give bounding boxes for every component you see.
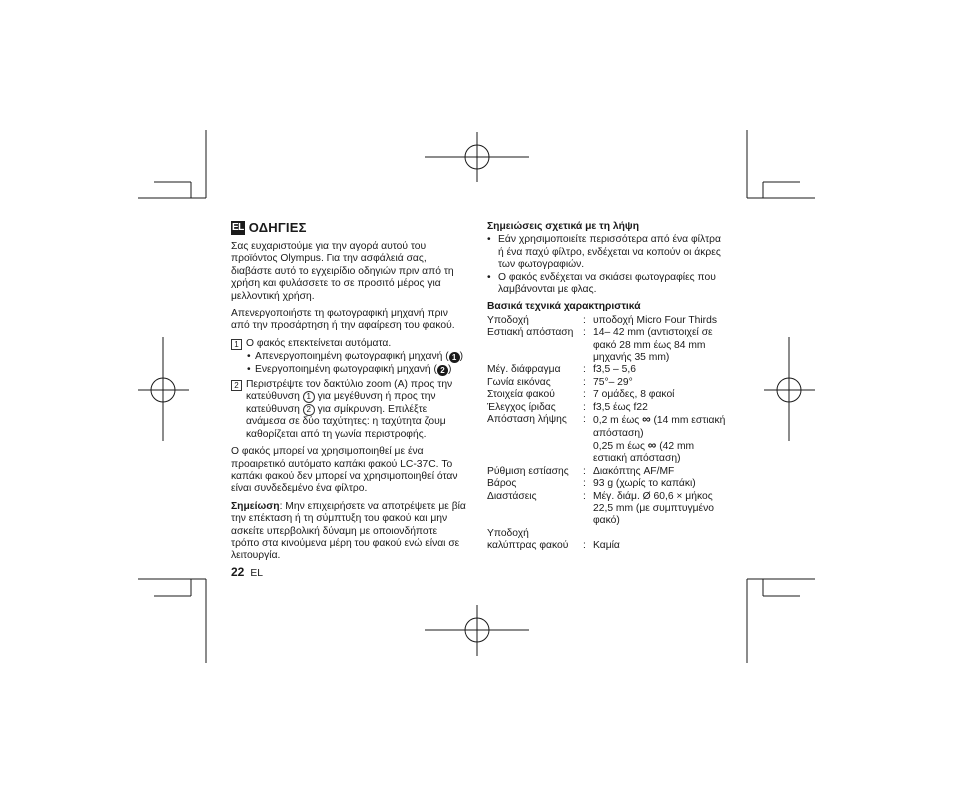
table-row: Μέγ. διάφραγμα : f3,5 – 5,6 [487,364,636,376]
table-row: Στοιχεία φακού : 7 ομάδες, 8 φακοί [487,389,675,401]
left-column [231,221,467,580]
table-row: Εστιακή απόσταση : 14– 42 mm (αντιστοιχεί σε φακό 28 mm έως 84 mm μηχανής 35 mm) [487,327,713,364]
registration-target-left [138,337,189,441]
step-number-box: 2 [231,380,242,391]
specs-title: Βασικά τεχνικά χαρακτηριστικά [487,301,641,313]
page-number: 22 [231,564,245,579]
list-item: • Εάν χρησιμοποιείτε περισσότερα από ένα φίλτρα ή ένα παχύ φίλτρο, ενδέχεται να κοπούν οι άκρες των φωτογραφιών. [487,234,721,271]
table-row: Διαστάσεις : Μέγ. διάμ. Ø 60,6 × μήκος 22,5 mm (με συμπτυγμένο φακό) [487,490,714,527]
table-row: Υποδοχή καλύπτρας φακού : Καμία [487,527,620,552]
list-item: • Απενεργοποιημένη φωτογραφική μηχανή ( 1 ) [247,351,464,363]
table-row: Βάρος : 93 g (χωρίς το καπάκι) [487,478,696,490]
note-text: : Μην επιχειρήσετε να αποτρέψετε με βία την επέκταση ή τη σύμπτυξη του φακού και μην ασκείτε υπερβολική δύναμη με οποιονδήποτε τρόπο στα κινούμενα μέρη του φακού ενώ είναι σε λειτουργία. [231,500,466,562]
registration-target-bottom [425,605,529,656]
registration-target-top [425,132,529,182]
table-row: Απόσταση λήψης : 0,2 m έως ∞ (14 mm εστιακή απόσταση) 0,25 m έως ∞ (42 mm εστιακή απόσταση) [487,412,726,465]
step-text: Ο φακός επεκτείνεται αυτόματα. [246,337,392,349]
specs-table [487,315,731,553]
language-badge: EL [232,222,244,233]
shooting-notes-title: Σημειώσεις σχετικά με τη λήψη [487,221,639,232]
bullet-text: Ενεργοποιημένη φωτογραφική μηχανή ( [255,363,437,375]
right-column [487,221,727,553]
circled-number: 2 [303,404,315,416]
circled-number: 1 [303,391,315,403]
list-item: • Ο φακός ενδέχεται να σκιάσει φωτογραφίες που λαμβάνονται με φλας. [487,271,716,296]
step-1 [231,338,467,350]
number-badge: 2 [437,365,448,376]
power-off-paragraph: Απενεργοποιήστε τη φωτογραφική μηχανή πριν από την προσάρτηση ή την αφαίρεση του φακού. [231,308,455,332]
registration-target-right [764,337,815,441]
table-row: Γωνία εικόνας : 75°– 29° [487,376,633,388]
section-title: ΟΔΗΓΙΕΣ [248,219,307,235]
table-row: Ρύθμιση εστίασης : Διακόπτης AF/MF [487,465,675,477]
page-language: EL [250,567,263,579]
infinity-symbol: ∞ [647,437,657,452]
page-footer [231,566,467,580]
step-number-box: 1 [231,339,242,350]
bullet-text: Απενεργοποιημένη φωτογραφική μηχανή ( [255,351,449,363]
lens-cap-paragraph: Ο φακός μπορεί να χρησιμοποιηθεί με ένα προαιρετικό αυτόματο καπάκι φακού LC-37C. Το καπάκι φακού δεν μπορεί να χρησιμοποιηθεί όταν είναι συνδεδεμένο ένα φίλτρο. [231,446,458,495]
infinity-symbol: ∞ [642,412,651,427]
list-item: • Ενεργοποιημένη φωτογραφική μηχανή ( 2 ) [247,363,452,375]
step-2: 2 Περιστρέψτε τον δακτύλιο zoom (A) προς την κατεύθυνση 1 για μεγέθυνση ή προς την κατεύθυνση 2 για σμίκρυνση. Επιλέξτε ανάμεσα σε δύο ταχύτητες: η ταχύτητα ζουμ καθορίζεται από τη γωνία περιστροφής. [231,379,467,441]
table-row: Έλεγχος ίριδας : f3,5 έως f22 [487,401,648,413]
section-heading [231,221,467,235]
note-paragraph [231,501,467,563]
note-label: Σημείωση [231,500,280,512]
table-row: Υποδοχή : υποδοχή Micro Four Thirds [487,314,717,326]
number-badge: 1 [449,352,460,363]
intro-paragraph: Σας ευχαριστούμε για την αγορά αυτού του προϊόντος Olympus. Για την ασφάλειά σας, διαβάστε αυτό το εγχειρίδιο οδηγιών πριν από τη χρήση και φυλάσσετε το σε προσιτό μέρος για μελλοντική χρήση. [231,241,454,302]
